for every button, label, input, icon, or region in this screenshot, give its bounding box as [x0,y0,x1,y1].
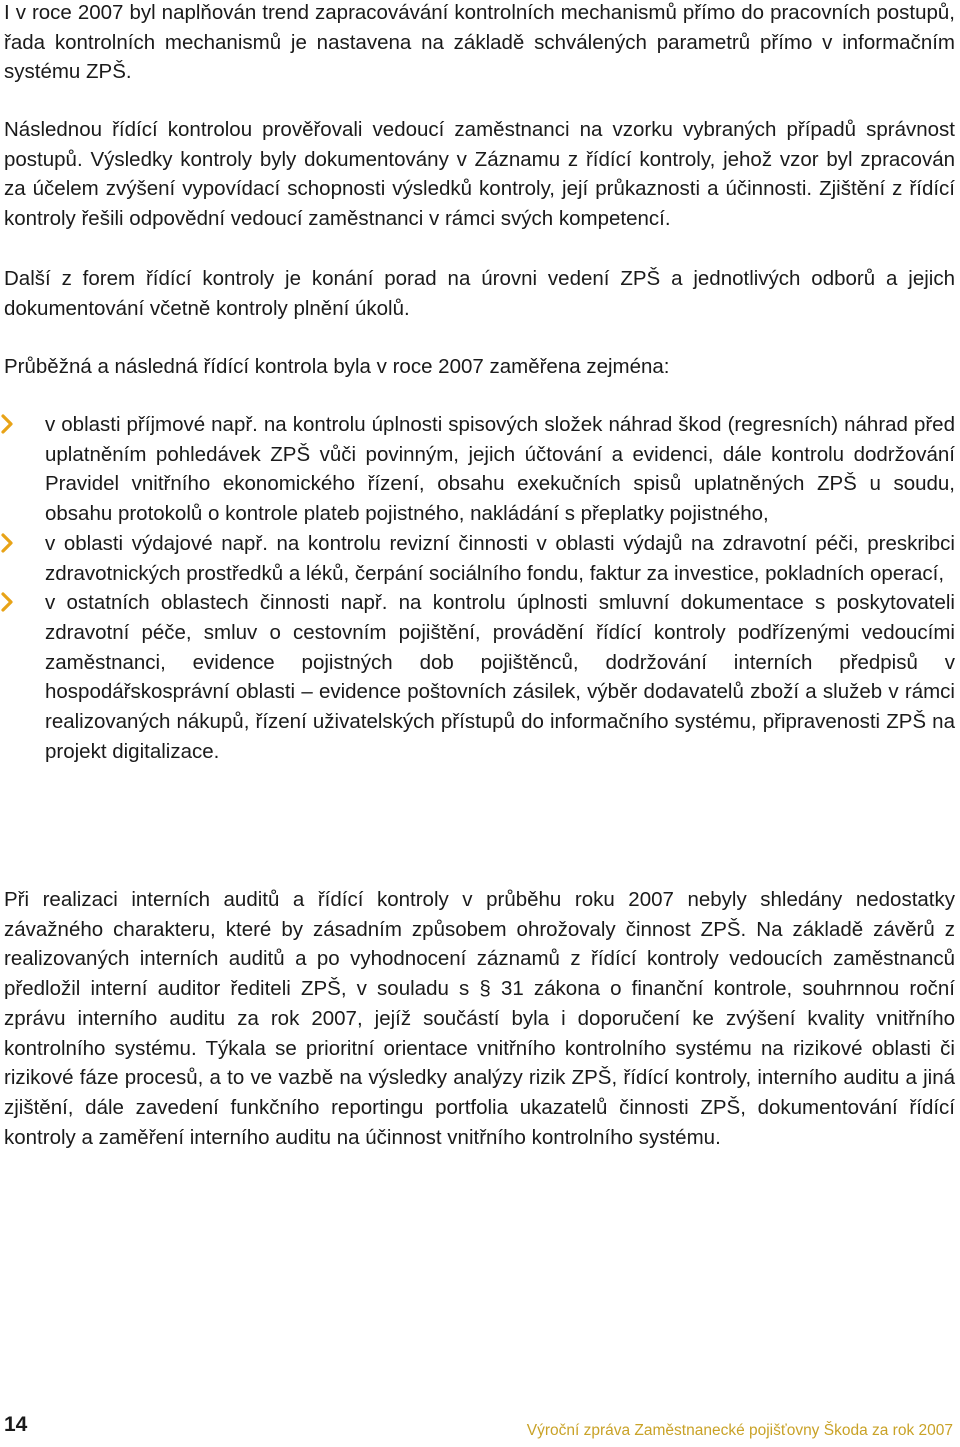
chevron-right-icon [0,592,14,612]
chevron-right-icon [0,533,14,553]
paragraph-control-mechanisms: I v roce 2007 byl naplňován trend zapracovávání kontrolních mechanismů přímo do pracovních postupů, řada kontrolních mechanismů je nastavena na základě schválených parametrů přímo v informačním systému ZPŠ. [4,1,955,84]
list-item [4,410,955,529]
list-item-text: v ostatních oblastech činnosti např. na kontrolu úplnosti smluvní dokumentace s poskytovateli zdravotní péče, smluv o cestovním pojištění, provádění řídící kontroly podřízenými vedoucími zaměstnanci, evidence pojistných dob pojištěnců, dodržování interních předpisů v hospodářskosprávní oblasti – evidence poštovních zásilek, výběr dodavatelů zboží a služeb v rámci realizovaných nákupů, řízení uživatelských přístupů do informačního systému, připravenosti ZPŠ na projekt digitalizace. [45,591,955,763]
focus-list [4,410,955,766]
list-item [4,529,955,588]
list-item [4,588,955,766]
paragraph-meetings: Další z forem řídící kontroly je konání porad na úrovni vedení ZPŠ a jednotlivých odborů a jejich dokumentování včetně kontroly plnění úkolů. [4,267,955,320]
chevron-right-icon [0,414,14,434]
paragraph-audit-summary: Při realizaci interních auditů a řídící kontroly v průběhu roku 2007 nebyly shledány nedostatky závažného charakteru, které by zásadním způsobem ohrožovaly činnost ZPŠ. Na základě závěrů z realizovaných interních auditů a po vyhodnocení záznamů z řídící kontroly vedoucích zaměstnanců předložil interní auditor řediteli ZPŠ, v souladu s § 31 zákona o finanční kontrole, souhrnnou roční zprávu interního auditu za rok 2007, jejíž součástí byla i doporučení ke zvýšení kvality vnitřního kontrolního systému. Týkala se prioritní orientace vnitřního kontrolního systému na rizikové oblasti či rizikové fáze procesů, a to ve vazbě na výsledky analýzy rizik ZPŠ, řídící kontroly, interního auditu a jiná zjištění, dále zavedení funkčního reportingu portfolia ukazatelů činnosti ZPŠ, dokumentování řídící kontroly a zaměření interního auditu na účinnost vnitřního kontrolního systému. [4,888,955,1149]
paragraph-focus-intro: Průběžná a následná řídící kontrola byla v roce 2007 zaměřena zejména: [4,355,670,378]
paragraph-follow-up-control: Následnou řídící kontrolou prověřovali vedoucí zaměstnanci na vzorku vybraných případů správnost postupů. Výsledky kontroly byly dokumentovány v Záznamu z řídící kontroly, jehož vzor byl zpracován za účelem zvýšení vypovídací schopnosti výsledků kontroly, její průkaznosti a účinnosti. Zjištění z řídící kontroly řešili odpovědní vedoucí zaměstnanci v rámci svých kompetencí. [4,118,955,231]
list-item-text: v oblasti příjmové např. na kontrolu úplnosti spisových složek náhrad škod (regresních) náhrad před uplatněním pohledávek ZPŠ vůči povinným, jejich účtování a evidenci, dále kontrolu dodržování Pravidel vnitřního ekonomického řízení, obsahu exekučních spisů uplatněných ZPŠ u soudu, obsahu protokolů o kontrole plateb pojistného, nakládání s přeplatky pojistného, [45,413,955,526]
page-number: 14 [4,1413,28,1436]
list-item-text: v oblasti výdajové např. na kontrolu revizní činnosti v oblasti výdajů na zdravotní péči, preskribci zdravotnických prostředků a léků, čerpání sociálního fondu, faktur za investice, pokladních operací, [45,531,955,585]
footer-report-title: Výroční zpráva Zaměstnanecké pojišťovny Škoda za rok 2007 [526,1422,953,1439]
